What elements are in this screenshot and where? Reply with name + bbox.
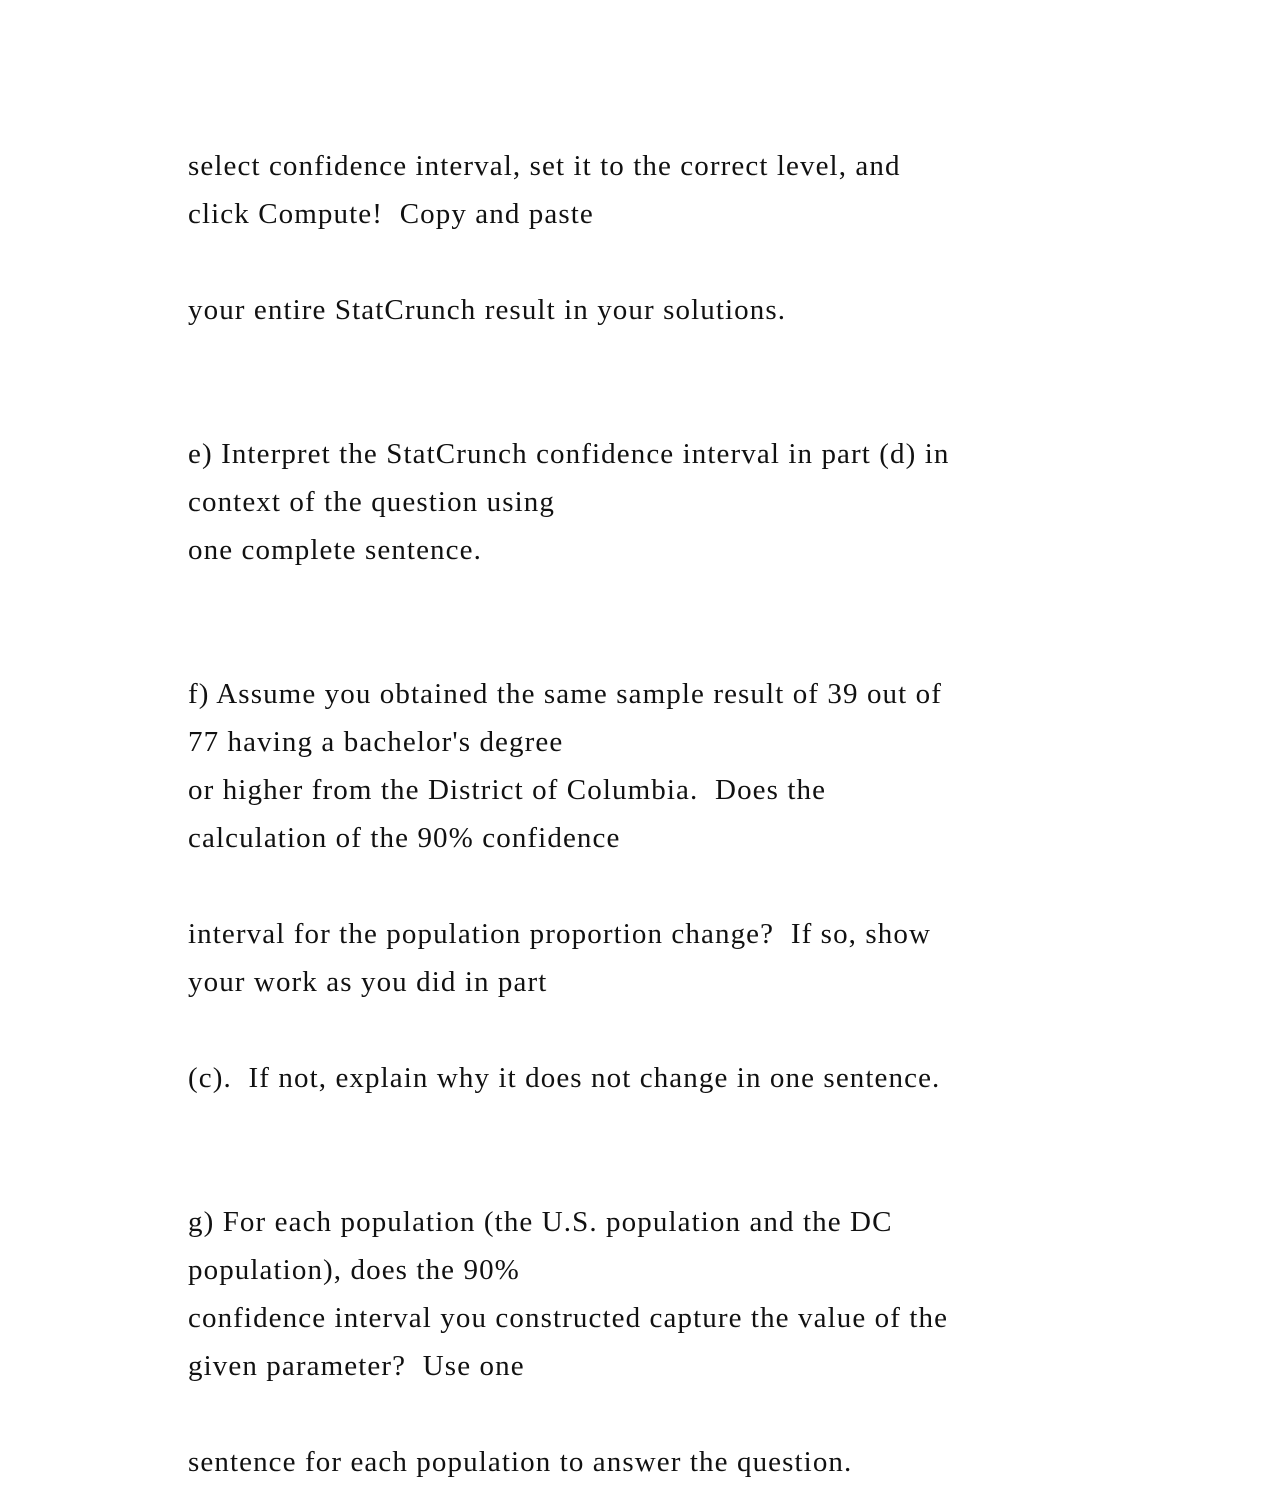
text-line: or higher from the District of Columbia. Does the <box>188 774 827 806</box>
text-line: g) For each population (the U.S. population and the DC <box>188 1206 893 1238</box>
text-line: e) Interpret the StatCrunch confidence interval in part (d) in <box>188 438 950 470</box>
blank-line <box>188 334 1088 382</box>
text-line: your entire StatCrunch result in your solutions. <box>188 294 787 326</box>
text-line: click Compute! Copy and paste <box>188 198 594 230</box>
text-line: (c). If not, explain why it does not change in one sentence. <box>188 1062 941 1094</box>
text-line: interval for the population proportion change? If so, show <box>188 918 932 950</box>
text-line: one complete sentence. <box>188 534 482 566</box>
blank-line <box>188 862 1088 910</box>
blank-line <box>188 1102 1088 1150</box>
text-line: context of the question using <box>188 486 555 518</box>
text-line: confidence interval you constructed capture the value of the <box>188 1302 949 1334</box>
text-line: population), does the 90% <box>188 1254 520 1286</box>
blank-line <box>188 1006 1088 1054</box>
blank-line <box>188 382 1088 430</box>
text-line: your work as you did in part <box>188 966 548 998</box>
document-page <box>188 142 1088 1486</box>
blank-line <box>188 622 1088 670</box>
text-line: select confidence interval, set it to the correct level, and <box>188 150 901 182</box>
blank-line <box>188 1390 1088 1438</box>
text-line: sentence for each population to answer the question. <box>188 1446 853 1478</box>
text-line: given parameter? Use one <box>188 1350 525 1382</box>
blank-line <box>188 238 1088 286</box>
text-line: 77 having a bachelor's degree <box>188 726 564 758</box>
text-line: calculation of the 90% confidence <box>188 822 621 854</box>
blank-line <box>188 1150 1088 1198</box>
blank-line <box>188 574 1088 622</box>
text-line: f) Assume you obtained the same sample result of 39 out of <box>188 678 943 710</box>
